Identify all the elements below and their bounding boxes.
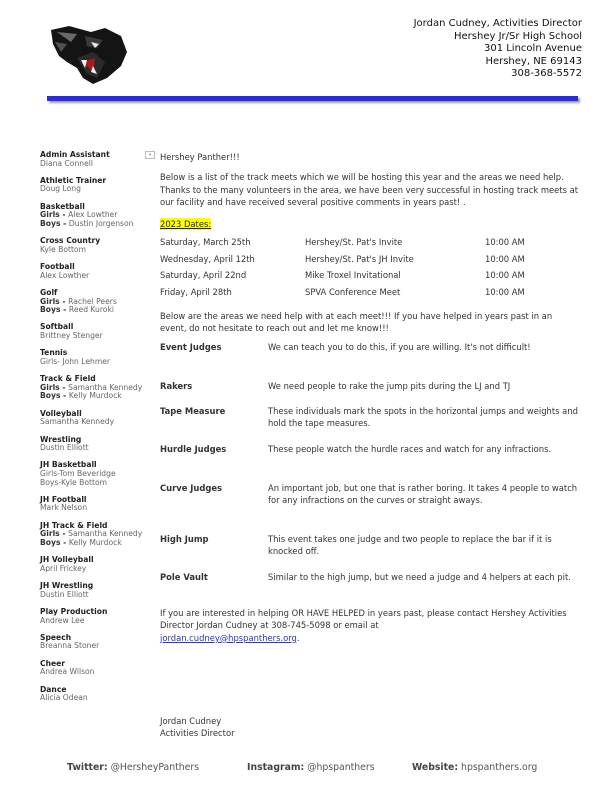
sidebar-name-text: Diana Connell (40, 158, 93, 168)
event-time: 10:00 AM (485, 253, 525, 264)
sidebar-role: Speech (40, 632, 72, 642)
event-time: 10:00 AM (485, 270, 525, 281)
event-date: Saturday, April 22nd (160, 270, 247, 281)
email-link[interactable]: jordan.cudney@hpspanthers.org (160, 632, 297, 643)
area-description: This event takes one judge and two people to replace the bar if it is knocked off. (268, 533, 552, 557)
sidebar-entry (40, 289, 155, 315)
sidebar-entry (40, 556, 155, 573)
instagram-label: Instagram: (247, 762, 305, 773)
sidebar-name-text: Andrew Lee (40, 615, 85, 625)
sidebar-name-text: Dustin Elliott (40, 589, 89, 599)
sidebar-name-text: Samantha Kennedy (68, 382, 143, 392)
sidebar-entry (40, 375, 155, 401)
sidebar-name (40, 332, 155, 341)
twitter-handle: @HersheyPanthers (110, 762, 200, 773)
sidebar-role: Tennis (40, 348, 68, 358)
closing-period: . (296, 632, 300, 643)
sidebar-entry (40, 436, 155, 453)
sidebar-entry (40, 634, 155, 651)
sidebar-role: Play Production (40, 606, 108, 616)
sidebar-entry (40, 582, 155, 599)
website-label: Website: (412, 762, 459, 773)
event-row (160, 253, 578, 270)
event-row (160, 286, 578, 303)
sidebar-name (40, 246, 155, 255)
sidebar-entry (40, 686, 155, 703)
sidebar-name (40, 591, 155, 600)
sidebar-name (40, 418, 155, 427)
area-label: Tape Measure (160, 405, 226, 416)
sidebar-name (40, 220, 155, 229)
sidebar-entry (40, 660, 155, 677)
sidebar-name-text: Mark Nelson (40, 503, 88, 513)
sidebar-name (40, 565, 155, 574)
event-date: Saturday, March 25th (160, 237, 251, 248)
area-row (160, 341, 578, 380)
sidebar-entry (40, 263, 155, 280)
sidebar-name (40, 694, 155, 703)
sidebar-entry (40, 608, 155, 625)
events-list (160, 236, 578, 302)
sidebar-name-text: Alex Lowther (68, 210, 118, 220)
sidebar-role: Cheer (40, 658, 66, 668)
letter-body (160, 151, 578, 644)
sidebar-name (40, 444, 155, 453)
sidebar-name-text: Dustin Jorgenson (68, 218, 134, 228)
sidebar-role: Football (40, 262, 75, 272)
area-row (160, 571, 578, 607)
dates-heading: 2023 Dates: (160, 218, 212, 229)
sidebar-name-prefix: Girls - (40, 296, 69, 306)
sidebar-entry (40, 203, 155, 229)
sidebar-role: Cross Country (40, 236, 101, 246)
sidebar-entry (40, 522, 155, 548)
area-label: Event Judges (160, 341, 222, 352)
sidebar-role: Golf (40, 287, 58, 297)
event-name: Hershey/St. Pat's Invite (305, 237, 403, 248)
header-divider (47, 96, 578, 101)
signature (160, 716, 235, 739)
sidebar-name-prefix: Boys - (40, 218, 69, 228)
event-row (160, 236, 578, 253)
sidebar-role: JH Football (40, 494, 87, 504)
footer-twitter[interactable] (67, 762, 199, 773)
sidebar-name-text: Andrea Wilson (40, 667, 95, 677)
collapse-icon[interactable]: ▾ (145, 151, 155, 159)
header-line: Hershey, NE 69143 (485, 55, 582, 67)
signature-title: Activities Director (160, 727, 235, 738)
event-name: SPVA Conference Meet (305, 286, 401, 297)
sidebar-role: JH Basketball (40, 460, 97, 470)
signature-name: Jordan Cudney (160, 716, 222, 726)
area-row (160, 482, 578, 533)
website-url: hpspanthers.org (461, 762, 538, 773)
event-row (160, 269, 578, 286)
sidebar-name-prefix: Girls - (40, 382, 69, 392)
area-description: We need people to rake the jump pits during the LJ and TJ (268, 380, 511, 391)
sidebar-name (40, 272, 155, 281)
sidebar-name (40, 504, 155, 513)
sidebar-entry (40, 177, 155, 194)
twitter-label: Twitter: (67, 762, 108, 773)
sidebar-name-text: Kelly Murdock (68, 537, 122, 547)
area-description: These people watch the hurdle races and watch for any infractions. (268, 443, 552, 454)
intro-paragraph: Below is a list of the track meets which we will be hosting this year and the areas we need help. Thanks to the many volunteers in the area, we have been very successful in hosting track meets at our facility and have received several positive comments in years past! . (160, 172, 579, 208)
sidebar-entry (40, 496, 155, 513)
sidebar-role: JH Wrestling (40, 581, 94, 591)
sidebar-name-text: Rachel Peers (68, 296, 117, 306)
sidebar-name-text: Kelly Murdock (68, 391, 122, 401)
sidebar-name (40, 642, 155, 651)
sidebar-role: Admin Assistant (40, 150, 110, 159)
sidebar-name-prefix: Girls - (40, 529, 69, 539)
staff-sidebar (40, 151, 155, 711)
sidebar-name-text: Brittney Stenger (40, 331, 103, 341)
sidebar-name (40, 185, 155, 194)
sidebar-name (40, 160, 155, 169)
area-description: We can teach you to do this, if you are willing. It's not difficult! (268, 341, 531, 352)
event-time: 10:00 AM (485, 286, 525, 297)
event-date: Friday, April 28th (160, 286, 232, 297)
sidebar-entry (40, 461, 155, 487)
event-name: Mike Troxel Invitational (305, 270, 401, 281)
area-row (160, 443, 578, 482)
instagram-handle: @hpspanthers (307, 762, 375, 773)
sidebar-name-text: Girls- John Lehmer (40, 356, 111, 366)
area-label: High Jump (160, 533, 209, 544)
sidebar-name (40, 306, 155, 315)
greeting: Hershey Panther!!! (160, 152, 240, 162)
sidebar-name-text: Boys-Kyle Bottom (40, 477, 108, 487)
sidebar-name-text: Kyle Bottom (40, 244, 86, 254)
sidebar-name-text: Breanna Stoner (40, 641, 100, 651)
sidebar-name-text: Girls-Tom Beveridge (40, 469, 116, 478)
area-description: An important job, but one that is rather boring. It takes 4 people to watch for any infractions on the curves or straight aways. (268, 482, 578, 506)
sidebar-name-text: Dustin Elliott (40, 443, 89, 453)
event-time: 10:00 AM (485, 237, 525, 248)
area-label: Hurdle Judges (160, 443, 227, 454)
event-date: Wednesday, April 12th (160, 253, 255, 264)
sidebar-entry (40, 151, 155, 168)
sidebar-entry (40, 349, 155, 366)
area-description: Similar to the high jump, but we need a judge and 4 helpers at each pit. (268, 571, 571, 582)
school-header (414, 18, 582, 81)
sidebar-role: Dance (40, 684, 67, 694)
panther-logo (47, 22, 129, 86)
sidebar-name-prefix: Boys - (40, 391, 69, 401)
area-row (160, 533, 578, 571)
sidebar-role: JH Volleyball (40, 555, 94, 565)
area-label: Rakers (160, 380, 193, 391)
sidebar-name-prefix: Boys - (40, 537, 69, 547)
sidebar-entry (40, 323, 155, 340)
footer-instagram[interactable] (247, 762, 375, 773)
area-row (160, 380, 578, 405)
sidebar-name (40, 539, 155, 548)
sidebar-name (40, 617, 155, 626)
sidebar-name (40, 358, 155, 367)
sidebar-name (40, 392, 155, 401)
area-row (160, 405, 578, 443)
areas-intro: Below are the areas we need help with at each meet!!! If you have helped in years past in an event, do not hesitate to reach out and let me know!!! (160, 311, 553, 334)
header-line: 301 Lincoln Avenue (483, 43, 582, 55)
sidebar-name (40, 668, 155, 677)
sidebar-role: Wrestling (40, 434, 82, 444)
sidebar-name-text: Samantha Kennedy (40, 417, 115, 427)
sidebar-name-prefix: Girls - (40, 210, 69, 220)
closing-text: If you are interested in helping OR HAVE HELPED in years past, please contact Hershey Activities Director Jordan Cudney at 308-745-5098 or email at (160, 607, 567, 631)
sidebar-name-text: Samantha Kennedy (68, 529, 143, 539)
areas-list (160, 341, 578, 607)
sidebar-entry (40, 237, 155, 254)
sidebar-role: Track & Field (40, 374, 96, 384)
sidebar-role: JH Track & Field (40, 520, 108, 530)
sidebar-name-prefix: Boys - (40, 305, 69, 315)
sidebar-entry (40, 410, 155, 427)
sidebar-role: Basketball (40, 201, 85, 211)
sidebar-name-text: April Frickey (40, 563, 87, 573)
sidebar-role: Softball (40, 322, 74, 332)
sidebar-name-text: Reed Kuroki (68, 305, 114, 315)
area-label: Curve Judges (160, 482, 223, 493)
area-description: These individuals mark the spots in the horizontal jumps and weights and hold the tape measures. (268, 405, 578, 429)
sidebar-name-text: Alicia Odean (40, 693, 88, 703)
sidebar-name (40, 479, 155, 488)
event-name: Hershey/St. Pat's JH Invite (305, 253, 414, 264)
header-line: Jordan Cudney, Activities Director (413, 18, 582, 29)
sidebar-role: Volleyball (40, 408, 82, 418)
closing-paragraph (160, 607, 578, 644)
header-line: Hershey Jr/Sr High School (453, 30, 582, 42)
sidebar-role: Athletic Trainer (40, 175, 107, 185)
sidebar-name-text: Doug Long (40, 184, 81, 194)
area-label: Pole Vault (160, 571, 208, 582)
footer-website[interactable] (412, 762, 537, 773)
sidebar-name-text: Alex Lowther (40, 270, 90, 280)
header-line: 308-368-5572 (511, 68, 582, 80)
